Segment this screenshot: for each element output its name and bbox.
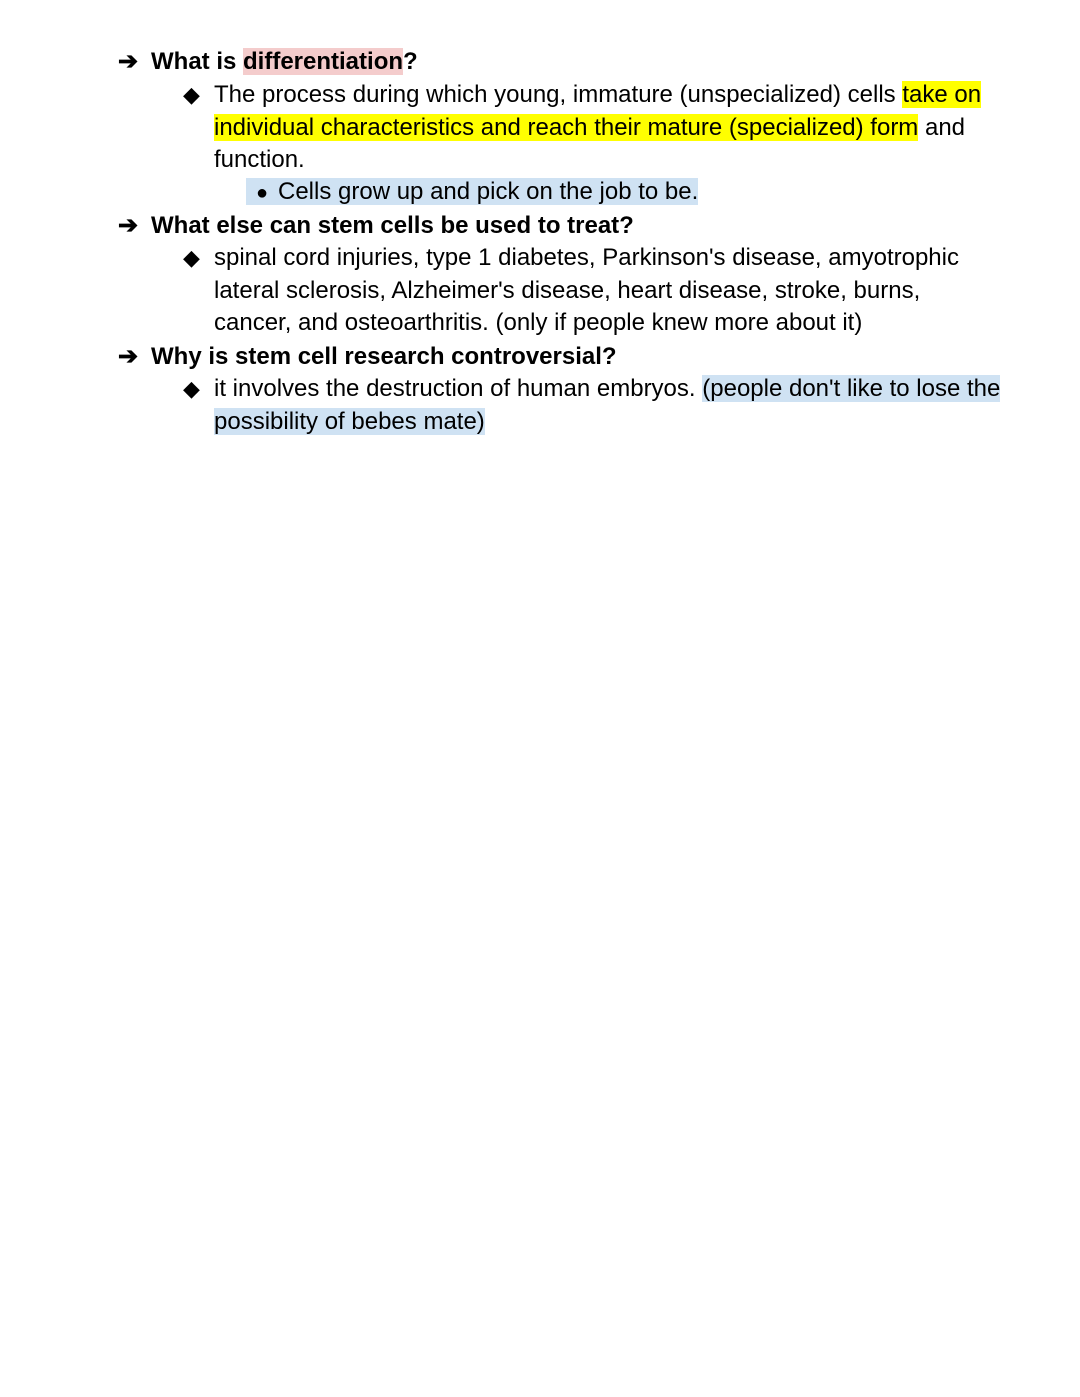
question-text-prefix: What is <box>151 48 244 75</box>
answer-text <box>214 373 1003 438</box>
arrow-icon: ➔ <box>118 343 139 370</box>
diamond-bullet-icon: ◆ <box>183 82 200 107</box>
answer-text: spinal cord injuries, type 1 diabetes, Parkinson's disease, amyotrophic lateral sclerosis, Alzheimer's disease, heart disease, stroke, burns, cancer, and osteoarthritis. (only if people knew more about it) <box>214 244 959 337</box>
question-text-suffix: ? <box>403 48 418 75</box>
answer-treatments <box>183 242 1003 340</box>
answer-differentiation <box>183 79 1003 177</box>
question-text: What else can stem cells be used to treat? <box>151 212 634 239</box>
diamond-bullet-icon: ◆ <box>183 376 200 401</box>
answer-text-after: and function. <box>214 113 966 174</box>
question-treatments <box>118 209 634 242</box>
answer-controversy <box>183 373 1003 438</box>
highlighted-definition: take on individual characteristics and reach their mature (specialized) form <box>214 81 982 141</box>
sub-bullet-note <box>246 176 698 210</box>
question-differentiation <box>118 45 418 78</box>
highlighted-note <box>246 178 698 205</box>
highlighted-comment: (people don't like to lose the possibility of bebes mate) <box>214 375 1001 435</box>
arrow-icon: ➔ <box>118 48 139 75</box>
diamond-bullet-icon: ◆ <box>183 245 200 270</box>
dot-bullet-icon: ● <box>255 182 269 204</box>
answer-text <box>214 79 1003 177</box>
question-text: Why is stem cell research controversial? <box>151 343 617 370</box>
highlighted-term: differentiation <box>243 48 404 75</box>
answer-text-before: The process during which young, immature (unspecialized) cells <box>214 81 903 108</box>
answer-text-before: it involves the destruction of human embryos. <box>214 375 703 402</box>
question-controversy <box>118 340 617 373</box>
note-text: Cells grow up and pick on the job to be. <box>278 178 699 205</box>
arrow-icon: ➔ <box>118 212 139 239</box>
